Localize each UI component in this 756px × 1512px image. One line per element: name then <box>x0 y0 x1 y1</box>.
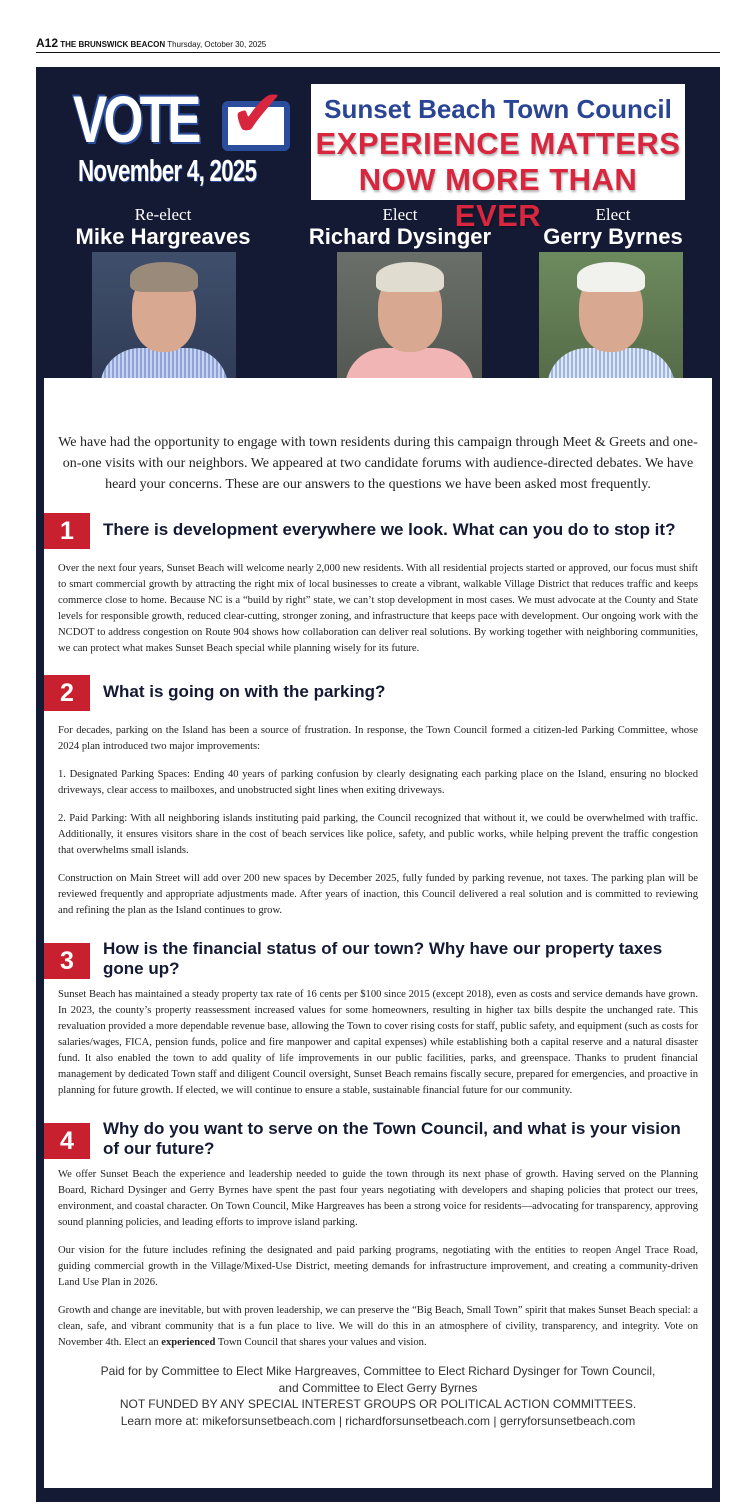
content-panel <box>44 378 712 1488</box>
paid-for-notice: Paid for by Committee to Elect Mike Hargreaves, Committee to Elect Richard Dysinger for Town Council, and Committee to Elect Gerry Byrnes <box>100 1364 656 1395</box>
question-number: 4 <box>44 1123 90 1159</box>
banner-line-2: NOW MORE THAN EVER <box>358 162 638 233</box>
answer-paragraph: Over the next four years, Sunset Beach will welcome nearly 2,000 new residents. With all residential projects started or approved, our focus must shift to smart commercial growth by attracting the right mix of local businesses to create a vibrant, walkable Village District that reduces traffic and keeps commerce close to home. Because NC is a “build by right” state, we can’t stop development in most cases. We must advocate at the County and State levels for responsible growth, reduced clear-cutting, stronger zoning, and infrastructure that keeps pace with development. Our ongoing work with the NCDOT to address congestion on Route 904 shows how collaboration can deliver real solutions. By working together with neighboring communities, we can protect what makes Sunset Beach special while planning wisely for its future. <box>58 563 698 654</box>
question-title: What is going on with the parking? <box>103 682 386 701</box>
banner-line-1: EXPERIENCE MATTERS <box>315 126 681 161</box>
question-4 <box>58 1119 698 1159</box>
question-2 <box>58 675 698 711</box>
question-number: 2 <box>44 675 90 711</box>
answer-paragraph: 1. Designated Parking Spaces: Ending 40 years of parking confusion by clearly designating each parking place on the Island, ensuring no blocked driveways, clear access to mailboxes, and unobstructed sight lines when exiting driveways. <box>58 769 698 796</box>
issue-date: Thursday, October 30, 2025 <box>167 40 267 49</box>
vote-text: VOTE <box>73 82 198 156</box>
candidate-name: Mike Hargreaves <box>75 224 251 249</box>
funding-notice: NOT FUNDED BY ANY SPECIAL INTEREST GROUPS OR POLITICAL ACTION COMMITTEES. <box>119 1397 637 1411</box>
closing-emphasis: experienced <box>161 1337 216 1348</box>
closing-paragraph <box>58 1303 698 1351</box>
intro-text: We have had the opportunity to engage with town residents during this campaign through Meet & Greets and one-on-one visits with our neighbors. We appeared at two candidate forums with audience-directed debates. We have heard your concerns. These are our answers to the questions we have been asked most frequently. <box>58 435 698 492</box>
candidate-dysinger <box>282 206 518 250</box>
websites: Learn more at: mikeforsunsetbeach.com | richardforsunsetbeach.com | gerryforsunsetbeach.com <box>120 1413 636 1428</box>
candidate-byrnes <box>524 206 702 250</box>
checkmark-icon: ✔ <box>230 75 286 152</box>
closing-text: Town Council that shares your values and vision. <box>215 1337 427 1348</box>
candidate-role: Elect <box>595 205 631 224</box>
question-title: There is development everywhere we look. What can you do to stop it? <box>103 520 676 539</box>
question-number: 1 <box>44 513 90 549</box>
paper-name: THE BRUNSWICK BEACON <box>60 40 166 49</box>
answer-paragraph: We offer Sunset Beach the experience and leadership needed to guide the town through its next phase of growth. Having served on the Planning Board, Richard Dysinger and Gerry Byrnes have spent the past four years negotiating with developers and shaping policies that protect our trees, environment, and coastal character. On Town Council, Mike Hargreaves has been a strong voice for residents—advocating for transparency, approving sound planning policies, and leading efforts to improve island parking. <box>58 1169 698 1228</box>
election-date: November 4, 2025 <box>78 153 257 188</box>
masthead <box>36 36 720 53</box>
answer-paragraph: For decades, parking on the Island has been a source of frustration. In response, the Town Council formed a citizen-led Parking Committee, whose 2024 plan introduced two major improvements: <box>58 725 698 752</box>
banner-title: Sunset Beach Town Council <box>324 94 672 124</box>
candidate-name: Gerry Byrnes <box>543 224 683 249</box>
candidate-hargreaves <box>50 206 276 250</box>
question-title: Why do you want to serve on the Town Council, and what is your vision of our future? <box>103 1119 681 1158</box>
answer-paragraph: Our vision for the future includes refining the designated and paid parking programs, negotiating with the entities to reopen Angel Trace Road, guiding commercial growth in the Village/Mixed-Use District, meeting demands for infrastructure improvement, and creating a community-driven Land Use Plan in 2026. <box>58 1245 698 1288</box>
question-3 <box>58 939 698 979</box>
page-number: A12 <box>36 36 59 50</box>
question-number: 3 <box>44 943 90 979</box>
answer-paragraph: Construction on Main Street will add over 200 new spaces by December 2025, fully funded by parking revenue, not taxes. The parking plan will be reviewed frequently and appropriate adjustments made. After years of inaction, this Council delivered a real solution and is committed to reviewing and refining the plan as the Island continues to grow. <box>58 873 698 916</box>
vote-logo <box>70 75 310 198</box>
answer-paragraph: 2. Paid Parking: With all neighboring islands instituting paid parking, the Council recognized that without it, we could be overwhelmed with traffic. Additionally, it ensures visitors share in the cost of beach services like police, safety, and public works, while helping prevent the traffic congestion that overwhelms small islands. <box>58 813 698 856</box>
question-title: How is the financial status of our town? Why have our property taxes gone up? <box>103 939 663 978</box>
disclaimer-footer <box>58 1363 698 1429</box>
candidate-role: Elect <box>382 205 418 224</box>
closing-text: Growth and change are inevitable, but with proven leadership, we can preserve the “Big Beach, Small Town” spirit that makes Sunset Beach special: a clean, safe, and vibrant community that is a fun place to live. We will do this in an atmosphere of civility, transparency, and integrity. Vote on November 4th. Elect an <box>58 1305 698 1348</box>
candidate-name: Richard Dysinger <box>308 224 492 249</box>
candidate-role: Re-elect <box>134 205 192 224</box>
question-1 <box>58 513 698 549</box>
answer-paragraph: Sunset Beach has maintained a steady property tax rate of 16 cents per $100 since 2015 (except 2018), even as costs and service demands have grown. In 2023, the county’s property reassessment increased values for some homeowners, resulting in higher tax bills despite the unchanged rate. This revaluation provided a more dependable revenue base, allowing the Town to cover rising costs for staff, public safety, and equipment (such as costs for salaries/wages, FICA, pension funds, police and fire manpower and capital expenses) while establishing both a capital reserve and a natural disaster fund. It also enabled the town to add quality of life improvements in our public facilities, parks, and greenspace. Thanks to prudent financial management by dedicated Town staff and diligent Council oversight, Sunset Beach remains fiscally secure, prepared for emergencies, and proactive in planning for future growth. If elected, we will continue to ensure a stable, sustainable financial future for our community. <box>58 989 698 1096</box>
